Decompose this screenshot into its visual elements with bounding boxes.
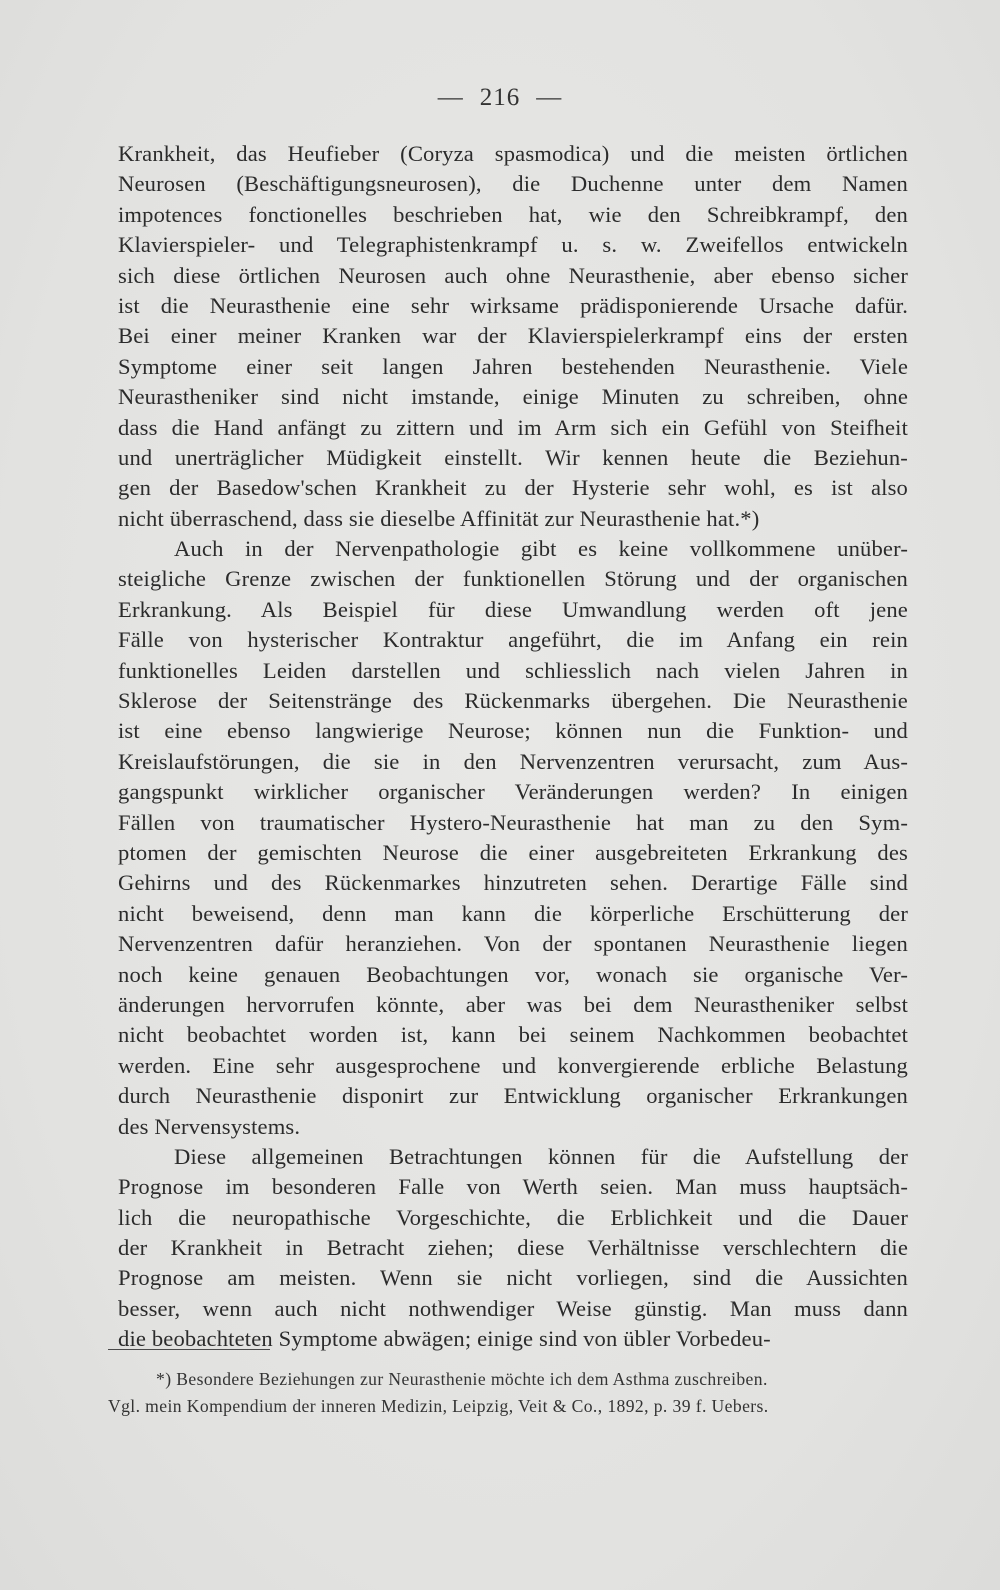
text-line: noch keine genauen Beobachtungen vor, wonach sie organische Ver- [118,961,908,987]
text-line: ist eine ebenso langwierige Neurose; können nun die Funktion- und [118,718,908,744]
text-line: Nervenzentren dafür heranziehen. Von der spontanen Neurasthenie liegen [118,931,908,957]
footnote-rule [108,1349,270,1350]
text-line: Kreislaufstörungen, die sie in den Nervenzentren verursacht, zum Aus- [118,748,908,774]
text-line: Prognose im besonderen Falle von Werth seien. Man muss hauptsäch- [118,1174,908,1200]
text-line: Gehirns und des Rückenmarkes hinzutreten sehen. Derartige Fälle sind [118,870,908,896]
text-line: besser, wenn auch nicht nothwendiger Weise günstig. Man muss dann [118,1295,908,1321]
text-line: nicht beobachtet worden ist, kann bei seinem Nachkommen beobachtet [118,1022,908,1048]
header-dash-right: — [536,84,563,111]
page-header [0,84,1000,112]
text-line: Klavierspieler- und Telegraphistenkrampf u. s. w. Zweifellos entwickeln [118,232,908,258]
text-line: sich diese örtlichen Neurosen auch ohne Neurasthenie, aber ebenso sicher [118,262,908,288]
paragraph [118,139,908,534]
text-line: der Krankheit in Betracht ziehen; diese Verhältnisse verschlechtern die [118,1235,908,1261]
text-line: Symptome einer seit langen Jahren bestehenden Neurasthenie. Viele [118,353,908,379]
text-line: lich die neuropathische Vorgeschichte, die Erblichkeit und die Dauer [118,1204,908,1230]
footnotes [108,1366,908,1420]
text-line: Auch in der Nervenpathologie gibt es keine vollkommene unüber- [174,536,908,562]
text-line: Fälle von hysterischer Kontraktur angeführt, die im Anfang ein rein [118,627,908,653]
text-line: des Nervensystems. [118,1113,301,1139]
text-line: gen der Basedow'schen Krankheit zu der Hysterie sehr wohl, es ist also [118,475,908,501]
text-line: die beobachteten Symptome abwägen; einige sind von übler Vorbedeu- [118,1326,771,1352]
footnote-line: Vgl. mein Kompendium der inneren Medizin, Leipzig, Veit & Co., 1892, p. 39 f. Uebers. [108,1396,769,1416]
paragraph [118,1142,908,1355]
text-line: Bei einer meiner Kranken war der Klavierspielerkrampf eins der ersten [118,323,908,349]
text-line: steigliche Grenze zwischen der funktionellen Störung und der organischen [118,566,908,592]
header-dash-left: — [437,84,464,111]
text-line: Erkrankung. Als Beispiel für diese Umwandlung werden oft jene [118,596,908,622]
text-line: Fällen von traumatischer Hystero-Neurasthenie hat man zu den Sym- [118,809,908,835]
paragraph [118,534,908,1142]
text-line: änderungen hervorrufen könnte, aber was bei dem Neurastheniker selbst [118,991,908,1017]
text-line: ist die Neurasthenie eine sehr wirksame prädisponierende Ursache dafür. [118,292,908,318]
text-line: Diese allgemeinen Betrachtungen können für die Aufstellung der [174,1143,908,1169]
text-line: Neurosen (Beschäftigungsneurosen), die Duchenne unter dem Namen [118,171,908,197]
text-line: nicht beweisend, denn man kann die körperliche Erschütterung der [118,900,908,926]
text-line: durch Neurasthenie disponirt zur Entwicklung organischer Erkrankungen [118,1083,908,1109]
text-line: gangspunkt wirklicher organischer Veränderungen werden? In einigen [118,779,908,805]
text-line: Krankheit, das Heufieber (Coryza spasmodica) und die meisten örtlichen [118,141,908,166]
text-line: werden. Eine sehr ausgesprochene und konvergierende erbliche Belastung [118,1052,908,1078]
text-line: Prognose am meisten. Wenn sie nicht vorliegen, sind die Aussichten [118,1265,908,1291]
page-number: 216 [479,84,521,111]
text-line: Neurastheniker sind nicht imstande, einige Minuten zu schreiben, ohne [118,384,908,410]
text-line: impotences fonctionelles beschrieben hat, wie den Schreibkrampf, den [118,201,908,227]
text-line: ptomen der gemischten Neurose die einer ausgebreiteten Erkrankung des [118,839,908,865]
text-line: und unerträglicher Müdigkeit einstellt. Wir kennen heute die Beziehun- [118,444,908,470]
text-line: funktionelles Leiden darstellen und schliesslich nach vielen Jahren in [118,657,908,683]
body-text [118,139,908,1355]
footnote-line: *) Besondere Beziehungen zur Neurasthenie möchte ich dem Asthma zuschreiben. [156,1369,768,1389]
text-line: dass die Hand anfängt zu zittern und im Arm sich ein Gefühl von Steifheit [118,414,908,440]
text-line: nicht überraschend, dass sie dieselbe Affinität zur Neurasthenie hat.*) [118,505,760,531]
text-line: Sklerose der Seitenstränge des Rückenmarks übergehen. Die Neurasthenie [118,688,908,714]
